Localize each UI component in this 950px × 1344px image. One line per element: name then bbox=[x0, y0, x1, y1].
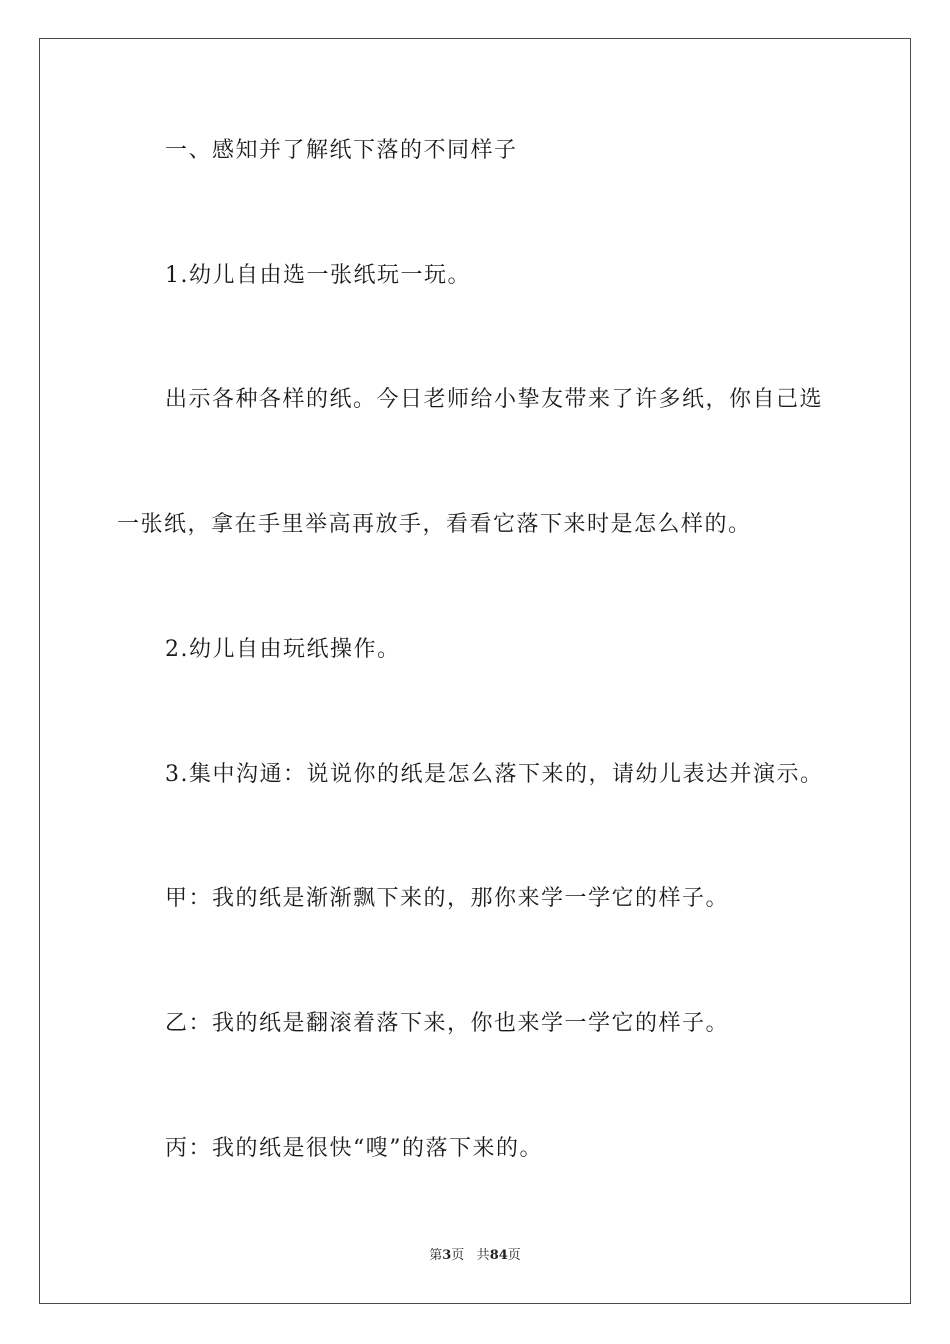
page-suffix: 页 bbox=[451, 1248, 465, 1263]
paragraph-line: 3.集中沟通：说说你的纸是怎么落下来的，请幼儿表达并演示。 bbox=[165, 762, 824, 787]
total-prefix: 共 bbox=[476, 1248, 490, 1263]
paragraph-line: 丙：我的纸是很快“嗖”的落下来的。 bbox=[165, 1136, 543, 1161]
paragraph-line: 2.幼儿自由玩纸操作。 bbox=[165, 637, 401, 662]
paragraph-line: 1.幼儿自由选一张纸玩一玩。 bbox=[165, 263, 471, 288]
section-heading: 一、感知并了解纸下落的不同样子 bbox=[165, 138, 518, 163]
page-number: 3 bbox=[442, 1248, 452, 1263]
total-suffix: 页 bbox=[507, 1248, 521, 1263]
page-footer bbox=[0, 1247, 950, 1265]
paragraph-line: 甲：我的纸是渐渐飘下来的，那你来学一学它的样子。 bbox=[165, 886, 730, 911]
paragraph-line: 出示各种各样的纸。今日老师给小挚友带来了许多纸，你自己选 bbox=[165, 387, 824, 412]
total-pages: 84 bbox=[489, 1248, 508, 1263]
page-prefix: 第 bbox=[429, 1248, 443, 1263]
page-border bbox=[39, 38, 911, 1304]
paragraph-line: 乙：我的纸是翻滚着落下来，你也来学一学它的样子。 bbox=[165, 1011, 730, 1036]
paragraph-line: 一张纸，拿在手里举高再放手，看看它落下来时是怎么样的。 bbox=[117, 512, 752, 537]
